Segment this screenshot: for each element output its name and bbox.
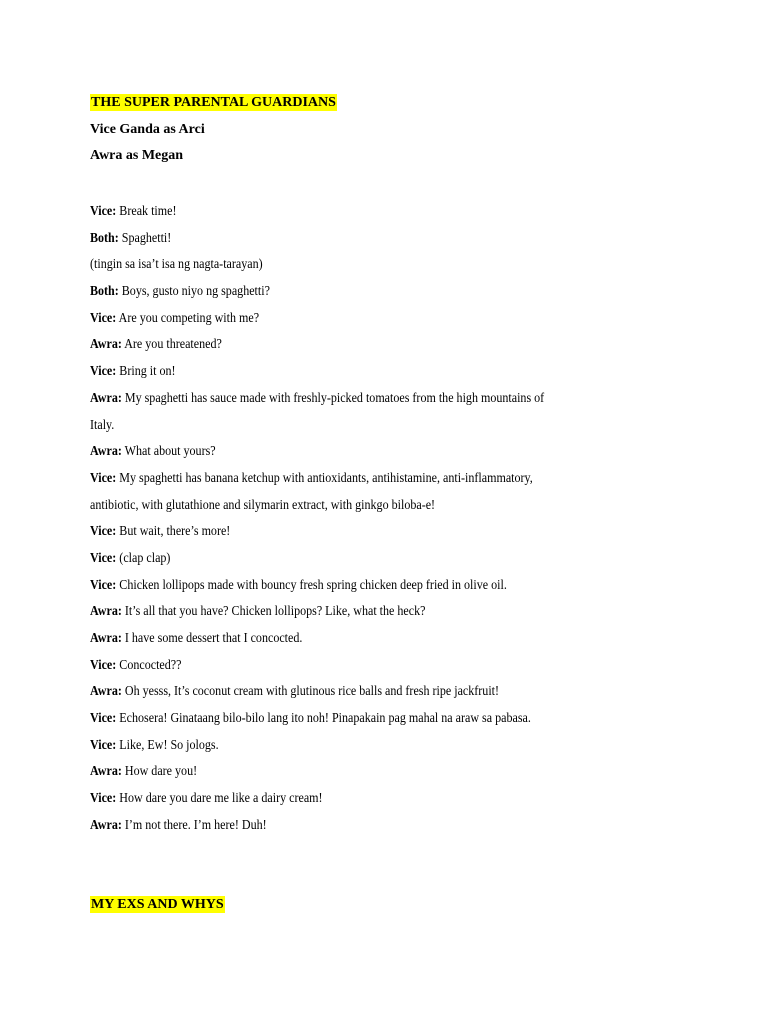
dialogue-line [90,679,606,706]
speaker-label: Vice: [90,711,117,727]
dialogue-text: My spaghetti has banana ketchup with antioxidants, antihistamine, anti-inflammatory, [116,470,533,486]
cast-line-2: Awra as Megan [90,148,184,163]
dialogue-text: How dare you dare me like a dairy cream! [116,791,323,807]
dialogue-line [90,653,606,680]
speaker-label: Awra: [90,764,122,780]
dialogue-line [90,599,606,626]
dialogue-text: Spaghetti! [118,230,172,246]
speaker-label: Awra: [90,604,122,620]
speaker-label: Awra: [90,631,122,646]
dialogue-text: antibiotic, with glutathione and silymarin extract, with ginkgo biloba-e! [90,497,436,513]
speaker-label: Vice: [90,364,117,380]
dialogue-line [90,306,606,333]
section-title-my-exs-and-whys: MY EXS AND WHYS [91,897,224,912]
dialogue-line [90,733,606,760]
speaker-label: Vice: [90,204,117,219]
dialogue-text: Echosera! Ginataang bilo-bilo lang ito noh! Pinapakain pag mahal na araw sa pabasa. [116,711,531,727]
speaker-label: Awra: [90,444,122,460]
dialogue-line [90,439,606,466]
dialogue-text: (clap clap) [116,550,171,566]
dialogue-text: Are you threatened? [121,337,222,353]
dialogue-text: What about yours? [121,444,216,460]
dialogue-line [90,519,606,546]
dialogue-text: My spaghetti has sauce made with freshly-picked tomatoes from the high mountains of [121,390,545,406]
dialogue-text: Are you competing with me? [116,310,260,326]
speaker-label: Vice: [90,577,117,593]
dialogue-line [90,573,606,600]
dialogue-line [90,466,606,493]
dialogue-text: Like, Ew! So jologs. [116,737,219,753]
speaker-label: Both: [90,284,119,300]
dialogue-text: (tingin sa isa’t isa ng nagta-tarayan) [90,257,263,273]
speaker-label: Awra: [90,337,122,353]
speaker-label: Vice: [90,737,117,753]
speaker-label: Vice: [90,470,117,486]
dialogue-text: How dare you! [121,764,198,780]
section-title-super-parental-guardians: THE SUPER PARENTAL GUARDIANS [91,95,336,110]
dialogue-block [90,199,690,840]
dialogue-line [90,413,606,440]
dialogue-line [90,759,606,786]
dialogue-text: Bring it on! [116,364,176,380]
dialogue-line [90,386,606,413]
dialogue-text: Concocted?? [116,657,182,673]
dialogue-text: I’m not there. I’m here! Duh! [121,817,267,833]
dialogue-line [90,786,606,813]
cast-line-1: Vice Ganda as Arci [90,122,205,137]
speaker-label: Awra: [90,817,122,833]
speaker-label: Vice: [90,550,117,566]
dialogue-text: I have some dessert that I concocted. [121,631,303,646]
dialogue-line [90,493,606,520]
dialogue-line [90,252,606,279]
dialogue-line [90,626,606,653]
speaker-label: Vice: [90,791,117,807]
dialogue-text: Boys, gusto niyo ng spaghetti? [118,284,270,300]
dialogue-text: It’s all that you have? Chicken lollipops? Like, what the heck? [121,604,426,620]
speaker-label: Vice: [90,524,117,540]
dialogue-text: But wait, there’s more! [116,524,231,540]
speaker-label: Both: [90,230,119,246]
speaker-label: Awra: [90,390,122,406]
dialogue-line [90,359,606,386]
speaker-label: Awra: [90,684,122,700]
speaker-label: Vice: [90,657,117,673]
dialogue-line [90,813,606,840]
speaker-label: Vice: [90,310,117,326]
dialogue-text: Chicken lollipops made with bouncy fresh spring chicken deep fried in olive oil. [116,577,507,593]
dialogue-line [90,199,606,226]
dialogue-line [90,706,606,733]
dialogue-text: Break time! [116,204,177,219]
dialogue-line [90,279,606,306]
dialogue-line [90,546,606,573]
dialogue-text: Oh yesss, It’s coconut cream with glutinous rice balls and fresh ripe jackfruit! [121,684,500,700]
dialogue-line [90,226,606,253]
dialogue-text: Italy. [90,417,115,433]
dialogue-line [90,332,606,359]
